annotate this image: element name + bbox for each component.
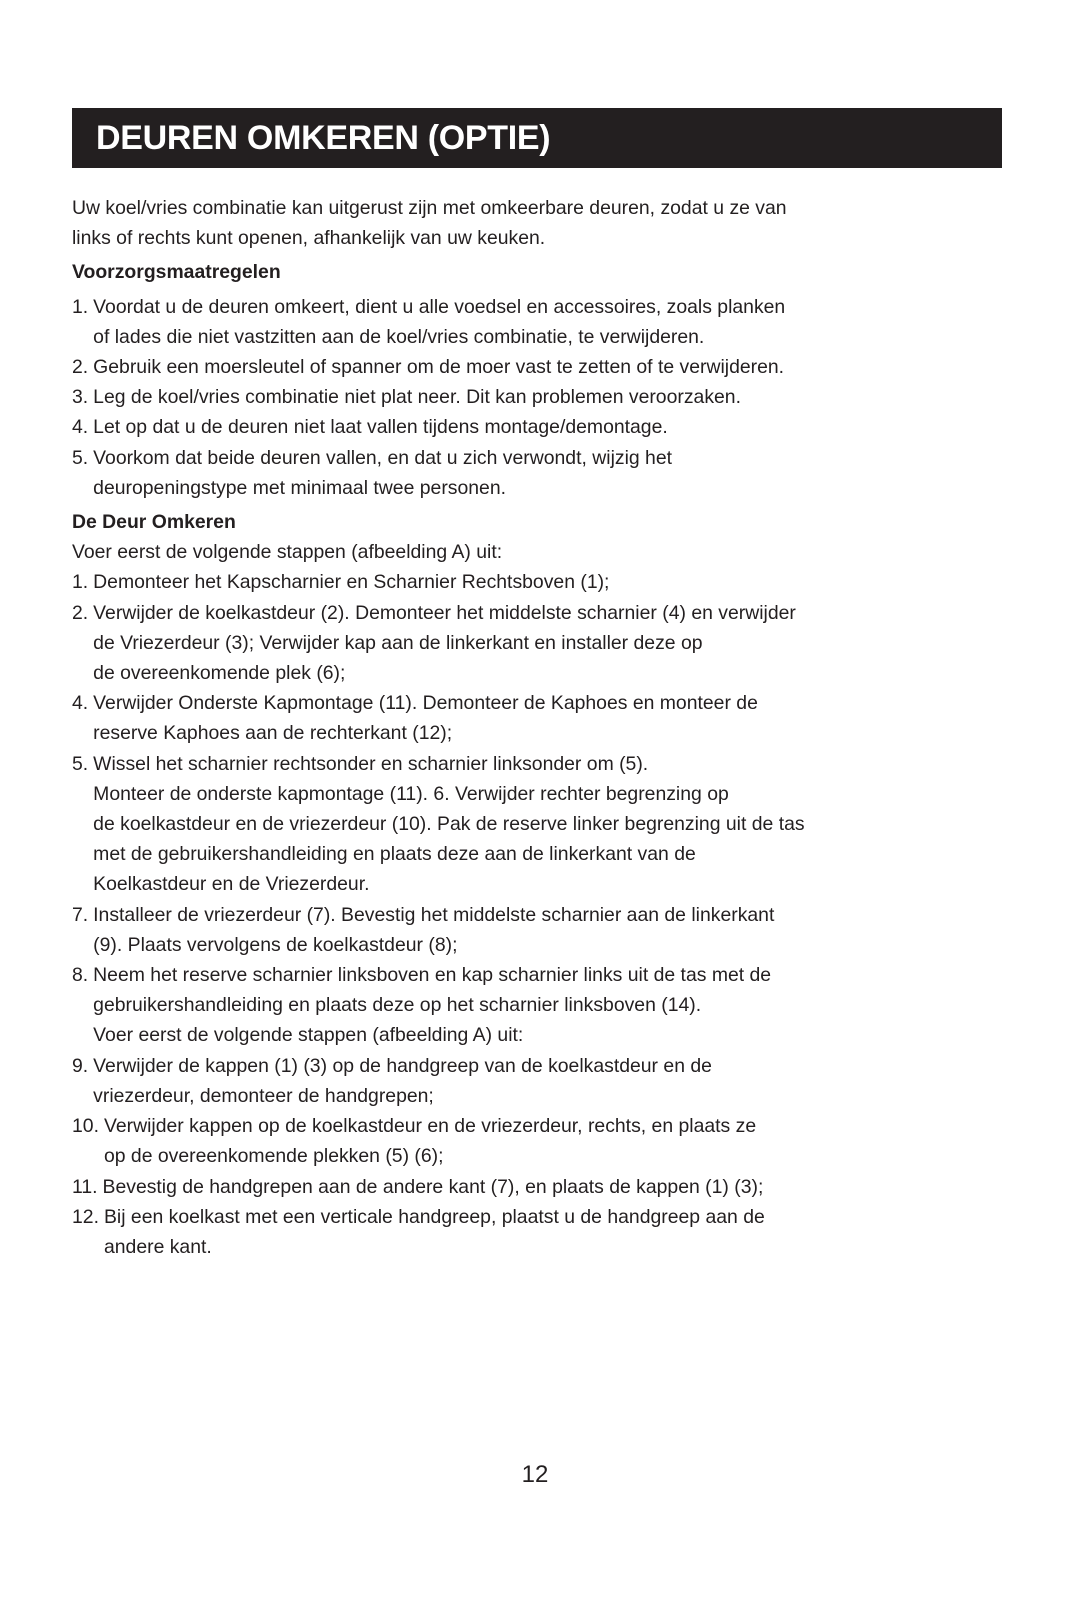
list-item-line: Gebruik een moersleutel of spanner om de moer vast te zetten of te verwijderen. xyxy=(93,356,785,379)
list-item-line: de overeenkomende plek (6); xyxy=(93,662,346,685)
list-item-body xyxy=(99,1111,972,1171)
list-item xyxy=(72,1202,972,1262)
list-item xyxy=(72,688,972,748)
list-item xyxy=(72,352,972,382)
list-item xyxy=(72,412,972,442)
list-item xyxy=(72,1172,972,1202)
list-item-number: 5. xyxy=(72,446,89,469)
list-item-line: Verwijder Onderste Kapmontage (11). Demonteer de Kaphoes en monteer de xyxy=(93,692,758,715)
list-item-line: Voer eerst de volgende stappen (afbeelding A) uit: xyxy=(93,1024,524,1047)
list-item-number: 11. xyxy=(72,1175,98,1198)
list-item-number: 1. xyxy=(72,571,89,594)
page-title: DEUREN OMKEREN (OPTIE) xyxy=(96,119,551,157)
list-item-line: Monteer de onderste kapmontage (11). 6. Verwijder rechter begrenzing op xyxy=(93,782,729,805)
intro-line: Uw koel/vries combinatie kan uitgerust zijn met omkeerbare deuren, zodat u ze van xyxy=(72,197,787,219)
list-item-line: Wissel het scharnier rechtsonder en scharnier linksonder om (5). xyxy=(93,752,649,775)
list-item-number: 10. xyxy=(72,1115,99,1138)
list-item xyxy=(72,960,972,1051)
precautions-list xyxy=(72,292,972,503)
list-item-line: of lades die niet vastzitten aan de koel/vries combinatie, te verwijderen. xyxy=(93,325,705,348)
list-item-body xyxy=(88,412,972,442)
list-item-line: Verwijder de koelkastdeur (2). Demonteer het middelste scharnier (4) en verwijder xyxy=(93,601,796,624)
list-item-number: 8. xyxy=(72,964,89,987)
list-item-number: 7. xyxy=(72,903,89,926)
list-item-line: Koelkastdeur en de Vriezerdeur. xyxy=(93,873,370,896)
list-item xyxy=(72,443,972,503)
list-item-line: gebruikershandleiding en plaats deze op het scharnier linksboven (14). xyxy=(93,994,702,1017)
list-item xyxy=(72,749,972,900)
list-item-line: andere kant. xyxy=(103,1235,212,1258)
list-item xyxy=(72,598,972,689)
list-item-body xyxy=(88,382,972,412)
reversing-intro: Voer eerst de volgende stappen (afbeelding A) uit: xyxy=(72,541,503,564)
list-item xyxy=(72,900,972,960)
list-item xyxy=(72,567,972,597)
list-item xyxy=(72,1051,972,1111)
list-item-line: Bevestig de handgrepen aan de andere kant (7), en plaats de kappen (1) (3); xyxy=(102,1175,764,1198)
list-item-line: vriezerdeur, demonteer de handgrepen; xyxy=(93,1084,434,1107)
list-item-line: Installeer de vriezerdeur (7). Bevestig het middelste scharnier aan de linkerkant xyxy=(93,903,775,926)
section-title-bar xyxy=(72,108,1002,168)
list-item-body xyxy=(88,443,972,503)
list-item-body xyxy=(98,1172,972,1202)
list-item-number: 4. xyxy=(72,692,89,715)
list-item-line: op de overeenkomende plekken (5) (6); xyxy=(103,1145,444,1168)
list-item-body xyxy=(88,749,972,900)
list-item-line: Voordat u de deuren omkeert, dient u alle voedsel en accessoires, zoals planken xyxy=(93,295,786,318)
list-item-body xyxy=(88,688,972,748)
page-number: 12 xyxy=(521,1461,549,1488)
list-item-line: reserve Kaphoes aan de rechterkant (12); xyxy=(93,722,453,745)
list-item-number: 2. xyxy=(72,601,89,624)
list-item-body xyxy=(88,598,972,689)
list-item xyxy=(72,382,972,412)
list-item-number: 4. xyxy=(72,416,89,439)
reversing-steps-list xyxy=(72,567,972,1262)
list-item-number: 1. xyxy=(72,295,89,318)
list-item-number: 3. xyxy=(72,386,89,409)
list-item-body xyxy=(88,1051,972,1111)
intro-line: links of rechts kunt openen, afhankelijk van uw keuken. xyxy=(72,227,546,250)
list-item-line: met de gebruikershandleiding en plaats deze aan de linkerkant van de xyxy=(93,843,696,866)
list-item-line: Bij een koelkast met een verticale handgreep, plaatst u de handgreep aan de xyxy=(103,1205,765,1228)
list-item-body xyxy=(88,352,972,382)
list-item-number: 12. xyxy=(72,1205,99,1228)
list-item-line: deuropeningstype met minimaal twee personen. xyxy=(93,476,506,499)
list-item-line: Demonteer het Kapscharnier en Scharnier Rechtsboven (1); xyxy=(93,571,610,594)
list-item-line: (9). Plaats vervolgens de koelkastdeur (8); xyxy=(93,933,458,956)
list-item-line: Neem het reserve scharnier linksboven en kap scharnier links uit de tas met de xyxy=(93,964,772,987)
list-item-body xyxy=(88,567,972,597)
list-item-body xyxy=(99,1202,972,1262)
list-item-line: Verwijder kappen op de koelkastdeur en de vriezerdeur, rechts, en plaats ze xyxy=(103,1115,757,1138)
list-item-line: Leg de koel/vries combinatie niet plat neer. Dit kan problemen veroorzaken. xyxy=(93,386,741,409)
list-item-number: 2. xyxy=(72,356,89,379)
list-item-number: 5. xyxy=(72,752,89,775)
list-item-number: 9. xyxy=(72,1054,89,1077)
document-body xyxy=(72,193,972,1262)
list-item-line: Verwijder de kappen (1) (3) op de handgreep van de koelkastdeur en de xyxy=(93,1054,712,1077)
list-item-body xyxy=(88,960,972,1051)
list-item-line: de Vriezerdeur (3); Verwijder kap aan de linkerkant en installer deze op xyxy=(93,631,703,654)
list-item xyxy=(72,292,972,352)
list-item-line: Let op dat u de deuren niet laat vallen tijdens montage/demontage. xyxy=(93,416,668,439)
precautions-heading: Voorzorgsmaatregelen xyxy=(72,261,281,284)
list-item xyxy=(72,1111,972,1171)
reversing-heading: De Deur Omkeren xyxy=(72,511,236,534)
list-item-body xyxy=(88,292,972,352)
list-item-line: de koelkastdeur en de vriezerdeur (10). Pak de reserve linker begrenzing uit de tas xyxy=(93,813,805,836)
list-item-line: Voorkom dat beide deuren vallen, en dat u zich verwondt, wijzig het xyxy=(93,446,673,469)
list-item-body xyxy=(88,900,972,960)
